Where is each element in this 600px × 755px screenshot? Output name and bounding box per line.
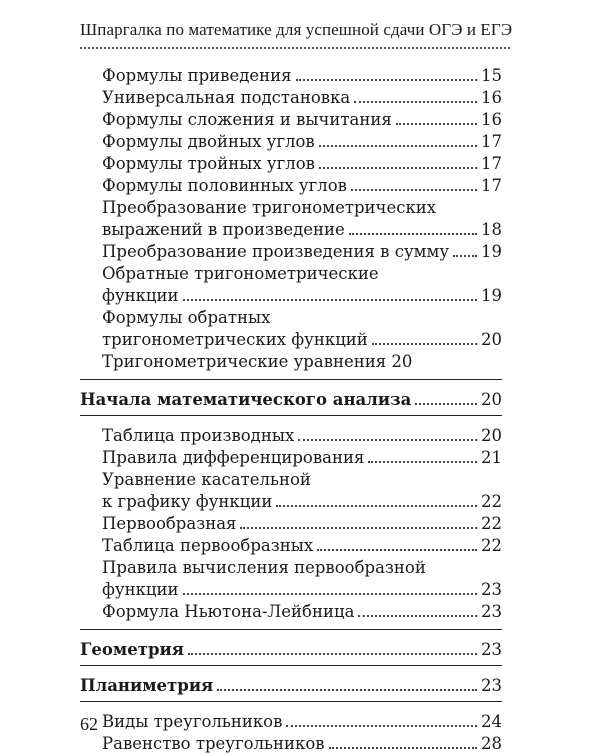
toc-entry-title: выражений в произведение	[102, 220, 345, 239]
toc-entry-line[interactable]	[80, 307, 502, 329]
toc-entry-title: Обратные тригонометрические	[102, 264, 379, 283]
toc-page-number: 23	[481, 640, 502, 659]
dot-leader	[183, 593, 477, 595]
toc-page-number: 18	[481, 220, 502, 239]
toc-page-number: 17	[481, 176, 502, 195]
toc-page-number: 16	[481, 88, 502, 107]
toc-entry-title: Равенство треугольников	[102, 734, 325, 753]
toc-entry[interactable]	[80, 329, 502, 351]
toc-entry[interactable]	[80, 241, 502, 263]
toc-page-number: 17	[481, 154, 502, 173]
section-divider	[80, 379, 502, 380]
toc-entry[interactable]	[80, 153, 502, 175]
dot-leader	[319, 167, 477, 169]
toc-entry-title: к графику функции	[102, 492, 273, 511]
toc-page-number: 24	[481, 712, 502, 731]
toc-entry-title: Формулы сложения и вычитания	[102, 110, 392, 129]
toc-entry-title: Первообразная	[102, 514, 237, 533]
toc-entry-title: Формула Ньютона-Лейбница	[102, 602, 355, 621]
dot-leader	[372, 343, 477, 345]
toc-entry[interactable]	[80, 447, 502, 469]
toc-entry[interactable]	[80, 87, 502, 109]
dot-leader	[368, 461, 477, 463]
toc-entry[interactable]	[80, 535, 502, 557]
toc-entry[interactable]	[80, 131, 502, 153]
toc-page-number: 23	[481, 676, 502, 695]
dot-leader	[188, 653, 477, 655]
toc-entry-title: Уравнение касательной	[102, 470, 311, 489]
toc-entry[interactable]	[80, 109, 502, 131]
dot-leader	[298, 439, 477, 441]
toc-section[interactable]	[80, 639, 502, 661]
toc-page-number: 20	[481, 426, 502, 445]
toc-page-number: 22	[481, 514, 502, 533]
toc-entry[interactable]	[80, 351, 502, 373]
toc-page-number: 19	[481, 242, 502, 261]
toc-page-number: 23	[481, 580, 502, 599]
page-number: 62	[80, 714, 98, 734]
dot-leader	[276, 505, 477, 507]
toc-entry-title: Преобразование тригонометрических	[102, 198, 437, 217]
dot-leader	[240, 527, 477, 529]
toc-entry[interactable]	[80, 219, 502, 241]
section-divider	[80, 629, 502, 630]
running-head: Шпаргалка по математике для успешной сдачи ОГЭ и ЕГЭ	[80, 20, 510, 49]
dot-leader	[319, 145, 477, 147]
toc-section-title: Геометрия	[80, 640, 184, 659]
toc-entry-title: Таблица производных	[102, 426, 295, 445]
toc-entry-title: Формулы приведения	[102, 66, 292, 85]
toc-entry[interactable]	[80, 579, 502, 601]
dot-leader	[351, 189, 477, 191]
dot-leader	[415, 403, 477, 405]
toc-page-number: 19	[481, 286, 502, 305]
toc-entry-title: Формулы тройных углов	[102, 154, 315, 173]
toc-section[interactable]	[80, 389, 502, 411]
toc-entry-title: Преобразование произведения в сумму	[102, 242, 450, 261]
toc-page-number: 28	[481, 734, 502, 753]
toc-page-number: 21	[481, 448, 502, 467]
toc-entry[interactable]	[80, 601, 502, 623]
toc-section-title: Планиметрия	[80, 676, 214, 695]
toc-entry-title: Правила вычисления первообразной	[102, 558, 426, 577]
toc-entry[interactable]	[80, 425, 502, 447]
toc-page-number: 15	[481, 66, 502, 85]
toc-entry-title: тригонометрических функций	[102, 330, 368, 349]
toc-entry-line[interactable]	[80, 557, 502, 579]
toc-entry-title: функции	[102, 580, 179, 599]
toc-entry-title: Таблица первообразных	[102, 536, 314, 555]
dot-leader	[317, 549, 477, 551]
dot-leader	[396, 123, 477, 125]
toc-entry[interactable]	[80, 513, 502, 535]
dot-leader	[286, 725, 477, 727]
toc-entry[interactable]	[80, 285, 502, 307]
toc-entry[interactable]	[80, 491, 502, 513]
dot-leader	[183, 299, 477, 301]
toc-entry-title: Тригонометрические уравнения 20	[102, 352, 413, 371]
toc-entry-title: Формулы половинных углов	[102, 176, 347, 195]
dot-leader	[296, 79, 477, 81]
toc-page-number: 20	[481, 330, 502, 349]
toc-page-number: 22	[481, 492, 502, 511]
toc-entry[interactable]	[80, 175, 502, 197]
toc-page-number: 16	[481, 110, 502, 129]
dot-leader	[358, 615, 477, 617]
dot-leader	[453, 255, 477, 257]
section-divider	[80, 415, 502, 416]
dot-leader	[329, 747, 477, 749]
section-divider	[80, 701, 502, 702]
toc-section[interactable]	[80, 675, 502, 697]
toc-entry-line[interactable]	[80, 263, 502, 285]
toc-entry-title: Универсальная подстановка	[102, 88, 351, 107]
toc-page-number: 17	[481, 132, 502, 151]
toc-entry[interactable]	[80, 65, 502, 87]
toc-page-number: 20	[481, 390, 502, 409]
toc-page-number: 23	[481, 602, 502, 621]
table-of-contents	[80, 65, 502, 755]
toc-entry-title: Правила дифференцирования	[102, 448, 365, 467]
dot-leader	[354, 101, 477, 103]
toc-entry-line[interactable]	[80, 469, 502, 491]
toc-entry-title: Формулы двойных углов	[102, 132, 315, 151]
dot-leader	[349, 233, 477, 235]
toc-entry-line[interactable]	[80, 197, 502, 219]
dot-leader	[217, 689, 477, 691]
toc-entry[interactable]	[80, 711, 502, 733]
section-divider	[80, 665, 502, 666]
toc-section-title: Начала математического анализа	[80, 390, 412, 409]
toc-page-number: 22	[481, 536, 502, 555]
toc-entry[interactable]	[80, 733, 502, 755]
toc-entry-title: Формулы обратных	[102, 308, 271, 327]
toc-entry-title: функции	[102, 286, 179, 305]
toc-entry-title: Виды треугольников	[102, 712, 283, 731]
